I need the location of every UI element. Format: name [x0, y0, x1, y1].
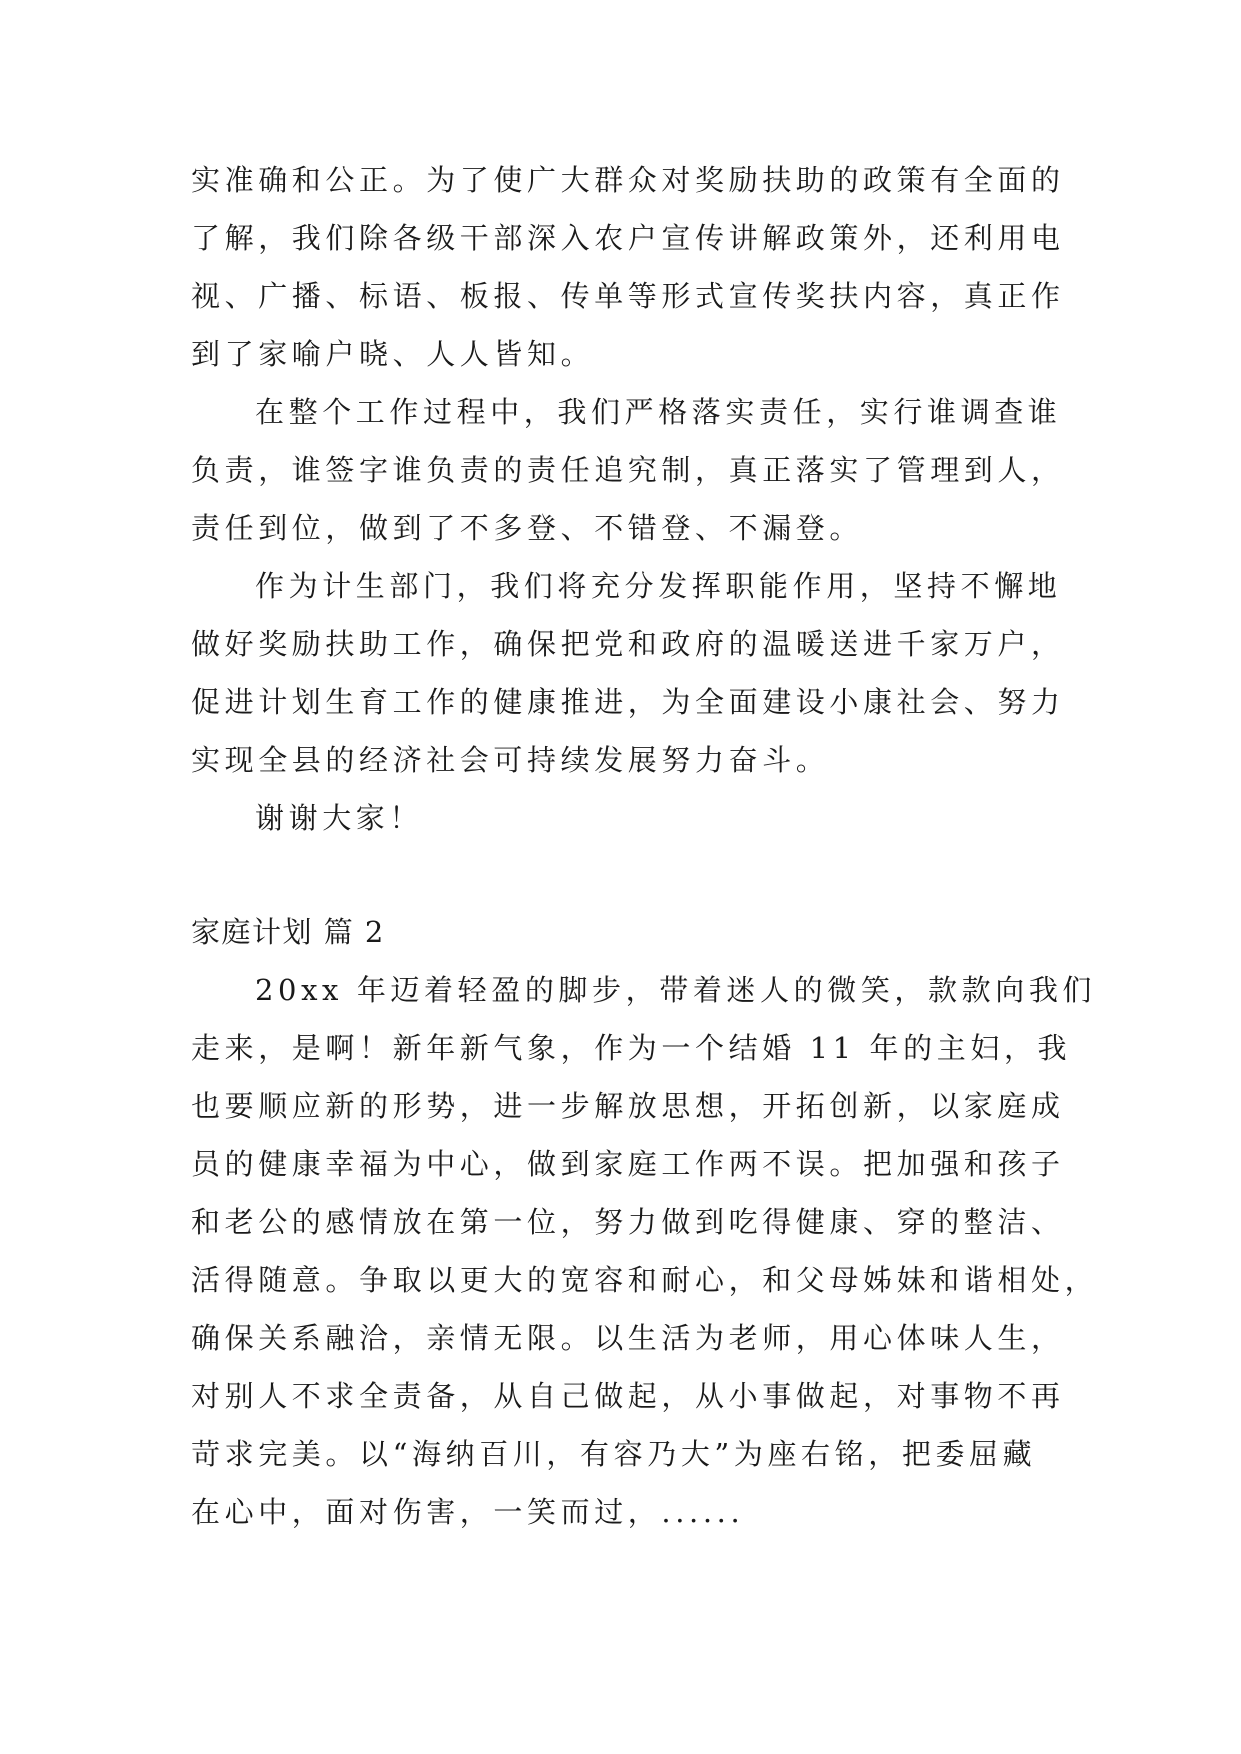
paragraph-2-line-1: 在整个工作过程中，我们严格落实责任，实行谁调查谁	[255, 395, 1062, 429]
paragraph-3-line-3: 促进计划生育工作的健康推进，为全面建设小康社会、努力	[191, 685, 1065, 719]
paragraph-2-line-2: 负责，谁签字谁负责的责任追究制，真正落实了管理到人，	[191, 453, 1065, 487]
section-paragraph-line-1: 20xx 年迈着轻盈的脚步，带着迷人的微笑，款款向我们	[255, 973, 1097, 1007]
section-paragraph-line-8: 对别人不求全责备，从自己做起，从小事做起，对事物不再	[191, 1379, 1065, 1413]
section-paragraph-line-7: 确保关系融洽，亲情无限。以生活为老师，用心体味人生，	[191, 1321, 1065, 1355]
paragraph-3-line-4: 实现全县的经济社会可持续发展努力奋斗。	[191, 743, 830, 777]
section-paragraph-line-4: 员的健康幸福为中心，做到家庭工作两不误。把加强和孩子	[191, 1147, 1065, 1181]
paragraph-4-line-1: 谢谢大家！	[255, 801, 424, 835]
section-paragraph-line-6: 活得随意。争取以更大的宽容和耐心，和父母姊妹和谐相处，	[191, 1263, 1099, 1297]
paragraph-3-line-1: 作为计生部门，我们将充分发挥职能作用，坚持不懈地	[255, 569, 1062, 603]
section-paragraph-line-10: 在心中，面对伤害，一笑而过，......	[191, 1495, 745, 1529]
paragraph-1-line-1: 实准确和公正。为了使广大群众对奖励扶助的政策有全面的	[191, 163, 1065, 197]
section-heading: 家庭计划 篇 2	[191, 915, 385, 949]
paragraph-2-line-3: 责任到位，做到了不多登、不错登、不漏登。	[191, 511, 864, 545]
paragraph-1-line-4: 到了家喻户晓、人人皆知。	[191, 337, 595, 371]
section-paragraph-line-9: 苛求完美。以“海纳百川，有容乃大”为座右铭，把委屈藏	[191, 1437, 1037, 1471]
paragraph-1-line-3: 视、广播、标语、板报、传单等形式宣传奖扶内容，真正作	[191, 279, 1065, 313]
section-paragraph-line-5: 和老公的感情放在第一位，努力做到吃得健康、穿的整洁、	[191, 1205, 1065, 1239]
section-paragraph-line-3: 也要顺应新的形势，进一步解放思想，开拓创新，以家庭成	[191, 1089, 1065, 1123]
paragraph-1-line-2: 了解，我们除各级干部深入农户宣传讲解政策外，还利用电	[191, 221, 1065, 255]
section-paragraph-line-2: 走来，是啊！新年新气象，作为一个结婚 11 年的主妇，我	[191, 1031, 1072, 1065]
paragraph-3-line-2: 做好奖励扶助工作，确保把党和政府的温暖送进千家万户，	[191, 627, 1065, 661]
